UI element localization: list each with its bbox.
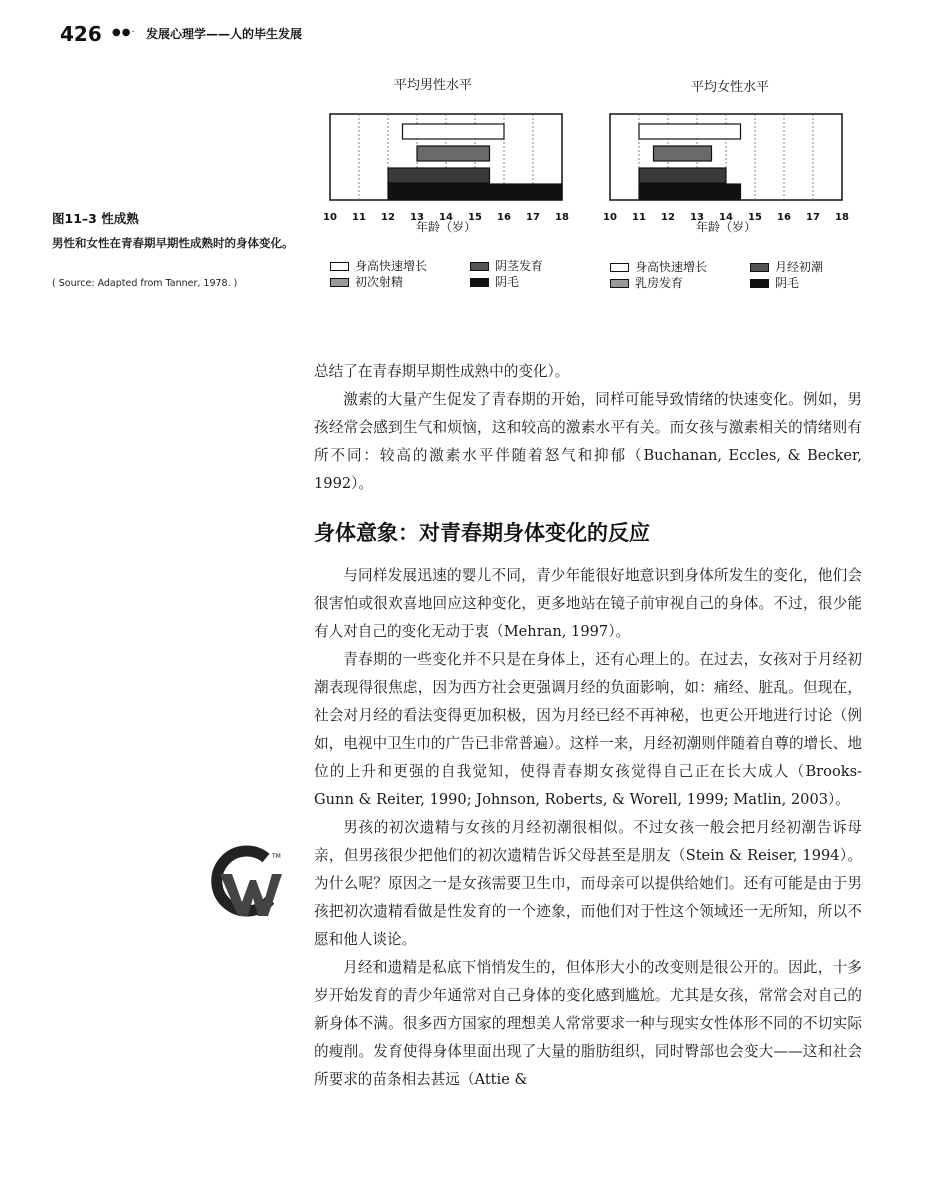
legend-item bbox=[610, 259, 707, 275]
legend-item bbox=[750, 275, 799, 291]
legend-item bbox=[610, 275, 683, 291]
legend-label: 月经初潮 bbox=[775, 260, 824, 274]
chart-left-title: 平均男性水平 bbox=[394, 78, 473, 93]
female-tick-label: 11 bbox=[632, 212, 646, 223]
male-axis-label: 年龄（岁） bbox=[415, 220, 477, 234]
paragraph: 青春期的一些变化并不只是在身体上，还有心理上的。在过去，女孩对于月经初潮表现得很焦虑，因为西方社会更强调月经的负面影响，如：痛经、脏乱。但现在，社会对月经的看法变得更加积极，因为月经已经不再神秘，也更公开地进行讨论（例如，电视中卫生巾的广告已非常普遍）。这样一来，月经初潮则伴随着自尊的增长、地位的上升和更强的自我觉知，使得青春期女孩觉得自己正在长大成人（Brooks-Gunn & Reiter, 1990; Johnson, Roberts, & Worell, 1999; Matlin, 2003）。 bbox=[314, 651, 862, 808]
legend-male bbox=[330, 258, 580, 298]
running-head: 发展心理学——人的毕生发展 bbox=[146, 27, 303, 41]
legend-item bbox=[470, 274, 519, 290]
publisher-logo-icon bbox=[206, 844, 286, 924]
male-tick-label: 11 bbox=[352, 212, 366, 223]
figure-label: 图11–3 性成熟 bbox=[52, 211, 139, 226]
legend-label: 初次射精 bbox=[355, 275, 404, 289]
male-bar bbox=[388, 184, 562, 199]
legend-label: 阴毛 bbox=[775, 276, 800, 290]
male-tick-label: 12 bbox=[381, 212, 395, 223]
section-heading: 身体意象：对青春期身体变化的反应 bbox=[314, 521, 650, 545]
legend-swatch bbox=[750, 263, 769, 272]
female-axis-label: 年龄（岁） bbox=[695, 220, 757, 234]
female-bar bbox=[639, 184, 741, 199]
male-tick-label: 15 bbox=[468, 212, 482, 223]
legend-swatch bbox=[470, 262, 489, 271]
legend-item bbox=[330, 258, 427, 274]
male-bar bbox=[388, 168, 490, 183]
female-bar bbox=[639, 124, 741, 139]
male-tick-label: 10 bbox=[323, 212, 337, 223]
male-tick-label: 16 bbox=[497, 212, 511, 223]
female-tick-label: 18 bbox=[835, 212, 849, 223]
legend-item bbox=[330, 274, 403, 290]
female-tick-label: 15 bbox=[748, 212, 762, 223]
male-tick-label: 13 bbox=[410, 212, 424, 223]
female-tick-label: 12 bbox=[661, 212, 675, 223]
chart-male bbox=[320, 108, 580, 248]
legend-swatch bbox=[470, 278, 489, 287]
chart-right-title: 平均女性水平 bbox=[691, 80, 770, 95]
male-tick-label: 18 bbox=[555, 212, 569, 223]
legend-swatch bbox=[330, 262, 349, 271]
female-tick-label: 14 bbox=[719, 212, 733, 223]
paragraph: 与同样发展迅速的婴儿不同，青少年能很好地意识到身体所发生的变化，他们会很害怕或很欢喜地回应这种变化，更多地站在镜子前审视自己的身体。不过，很少能有人对自己的变化无动于衷（Mehran, 1997）。 bbox=[314, 567, 862, 640]
legend-item bbox=[470, 258, 543, 274]
male-bar bbox=[417, 146, 490, 161]
female-tick-label: 17 bbox=[806, 212, 820, 223]
male-tick-label: 17 bbox=[526, 212, 540, 223]
chart-female bbox=[600, 108, 860, 248]
legend-label: 阴茎发育 bbox=[495, 259, 544, 273]
body-text bbox=[314, 358, 862, 1094]
male-tick-label: 14 bbox=[439, 212, 453, 223]
figure-description: 男性和女性在青春期早期性成熟时的身体变化。 bbox=[52, 236, 294, 250]
legend-female bbox=[610, 259, 860, 299]
legend-swatch bbox=[750, 279, 769, 288]
female-tick-label: 16 bbox=[777, 212, 791, 223]
figure-source: ( Source: Adapted from Tanner, 1978. ) bbox=[52, 278, 238, 289]
female-tick-label: 13 bbox=[690, 212, 704, 223]
male-bar bbox=[403, 124, 505, 139]
legend-swatch bbox=[330, 278, 349, 287]
paragraph: 总结了在青春期早期性成熟中的变化）。 bbox=[314, 363, 570, 380]
paragraph: 男孩的初次遗精与女孩的月经初潮很相似。不过女孩一般会把月经初潮告诉母亲，但男孩很少把他们的初次遗精告诉父母甚至是朋友（Stein & Reiser, 1994）。为什么呢？原因之一是女孩需要卫生巾，而母亲可以提供给她们。还有可能是由于男孩把初次遗精看做是性发育的一个迹象，而他们对于性这个领域还一无所知，所以不愿和他人谈论。 bbox=[314, 819, 862, 948]
legend-swatch bbox=[610, 263, 629, 272]
female-bar bbox=[654, 146, 712, 161]
legend-item bbox=[750, 259, 823, 275]
legend-label: 阴毛 bbox=[495, 275, 520, 289]
paragraph: 激素的大量产生促发了青春期的开始，同样可能导致情绪的快速变化。例如，男孩经常会感到生气和烦恼，这和较高的激素水平有关。而女孩与激素相关的情绪则有所不同：较高的激素水平伴随着怒气和抑郁（Buchanan, Eccles, & Becker, 1992）。 bbox=[314, 391, 862, 492]
page-number: 426 bbox=[60, 22, 102, 46]
legend-swatch bbox=[610, 279, 629, 288]
female-tick-label: 10 bbox=[603, 212, 617, 223]
female-bar bbox=[639, 168, 726, 183]
legend-label: 身高快速增长 bbox=[635, 260, 708, 274]
legend-label: 身高快速增长 bbox=[355, 259, 428, 273]
legend-label: 乳房发育 bbox=[635, 276, 684, 290]
header-dots: ●●· bbox=[112, 27, 136, 38]
paragraph: 月经和遗精是私底下悄悄发生的，但体形大小的改变则是很公开的。因此，十多岁开始发育的青少年通常对自己身体的变化感到尴尬。尤其是女孩，常常会对自己的新身体不满。很多西方国家的理想美人常常要求一种与现实女性体形不同的不切实际的瘦削。发育使得身体里面出现了大量的脂肪组织，同时臀部也会变大——这和社会所要求的苗条相去甚远（Attie & bbox=[314, 959, 862, 1088]
svg-text:TM: TM bbox=[272, 853, 281, 860]
